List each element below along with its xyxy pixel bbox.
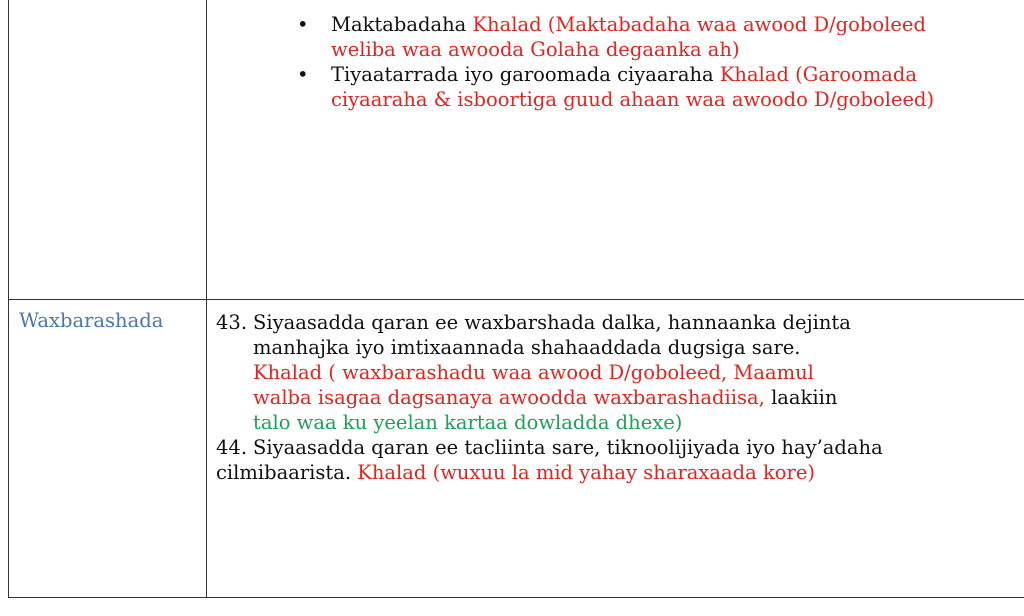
item-text-line: manhajka iyo imtixaannada shahaaddada dugsiga sare. [253, 336, 801, 359]
item-note-continued: weliba waa awooda Golaha degaanka ah) [331, 38, 740, 61]
item-note-continued: ciyaaraha & isboortiga guud ahaan waa awoodo D/goboleed) [331, 88, 935, 111]
topic-cell-empty [9, 0, 207, 300]
list-item [297, 62, 1024, 112]
topic-cell [9, 300, 207, 598]
item-note: Khalad (Garoomada [719, 63, 917, 86]
item-tail-text: laakiin [771, 386, 838, 409]
content-cell [207, 0, 1024, 300]
content-cell [207, 300, 1024, 598]
numbered-item-43 [216, 310, 1024, 435]
item-red-note: Khalad (wuxuu la mid yahay sharaxaada kore) [357, 461, 815, 484]
bullet-icon: • [297, 63, 309, 86]
numbered-item-44 [216, 435, 1024, 485]
item-text-line: Siyaasadda qaran ee waxbarshada dalka, hannaanka dejinta [253, 311, 851, 334]
table-row [9, 0, 1024, 300]
item-red-note: walba isagaa dagsanaya awoodda waxbarashadiisa, [253, 386, 765, 409]
bullet-icon: • [297, 13, 309, 36]
table-row [9, 300, 1024, 598]
item-green-note: talo waa ku yeelan kartaa dowladda dhexe) [253, 411, 683, 434]
item-number: 44. [216, 436, 248, 459]
bullet-list [207, 12, 1024, 112]
item-lead: Tiyaatarrada iyo garoomada ciyaaraha [331, 63, 714, 86]
item-text-line: Siyaasadda qaran ee tacliinta sare, tiknoolijiyada iyo hay’adaha [253, 436, 883, 459]
item-number: 43. [216, 311, 248, 334]
list-item [297, 12, 1024, 62]
topic-label: Waxbarashada [19, 309, 164, 332]
document-table [8, 0, 1024, 598]
item-note: Khalad (Maktabadaha waa awood D/goboleed [472, 13, 926, 36]
item-lead: Maktabadaha [331, 13, 467, 36]
item-text-line: cilmibaarista. [216, 461, 352, 484]
item-red-note: Khalad ( waxbarashadu waa awood D/goboleed, Maamul [253, 361, 814, 384]
